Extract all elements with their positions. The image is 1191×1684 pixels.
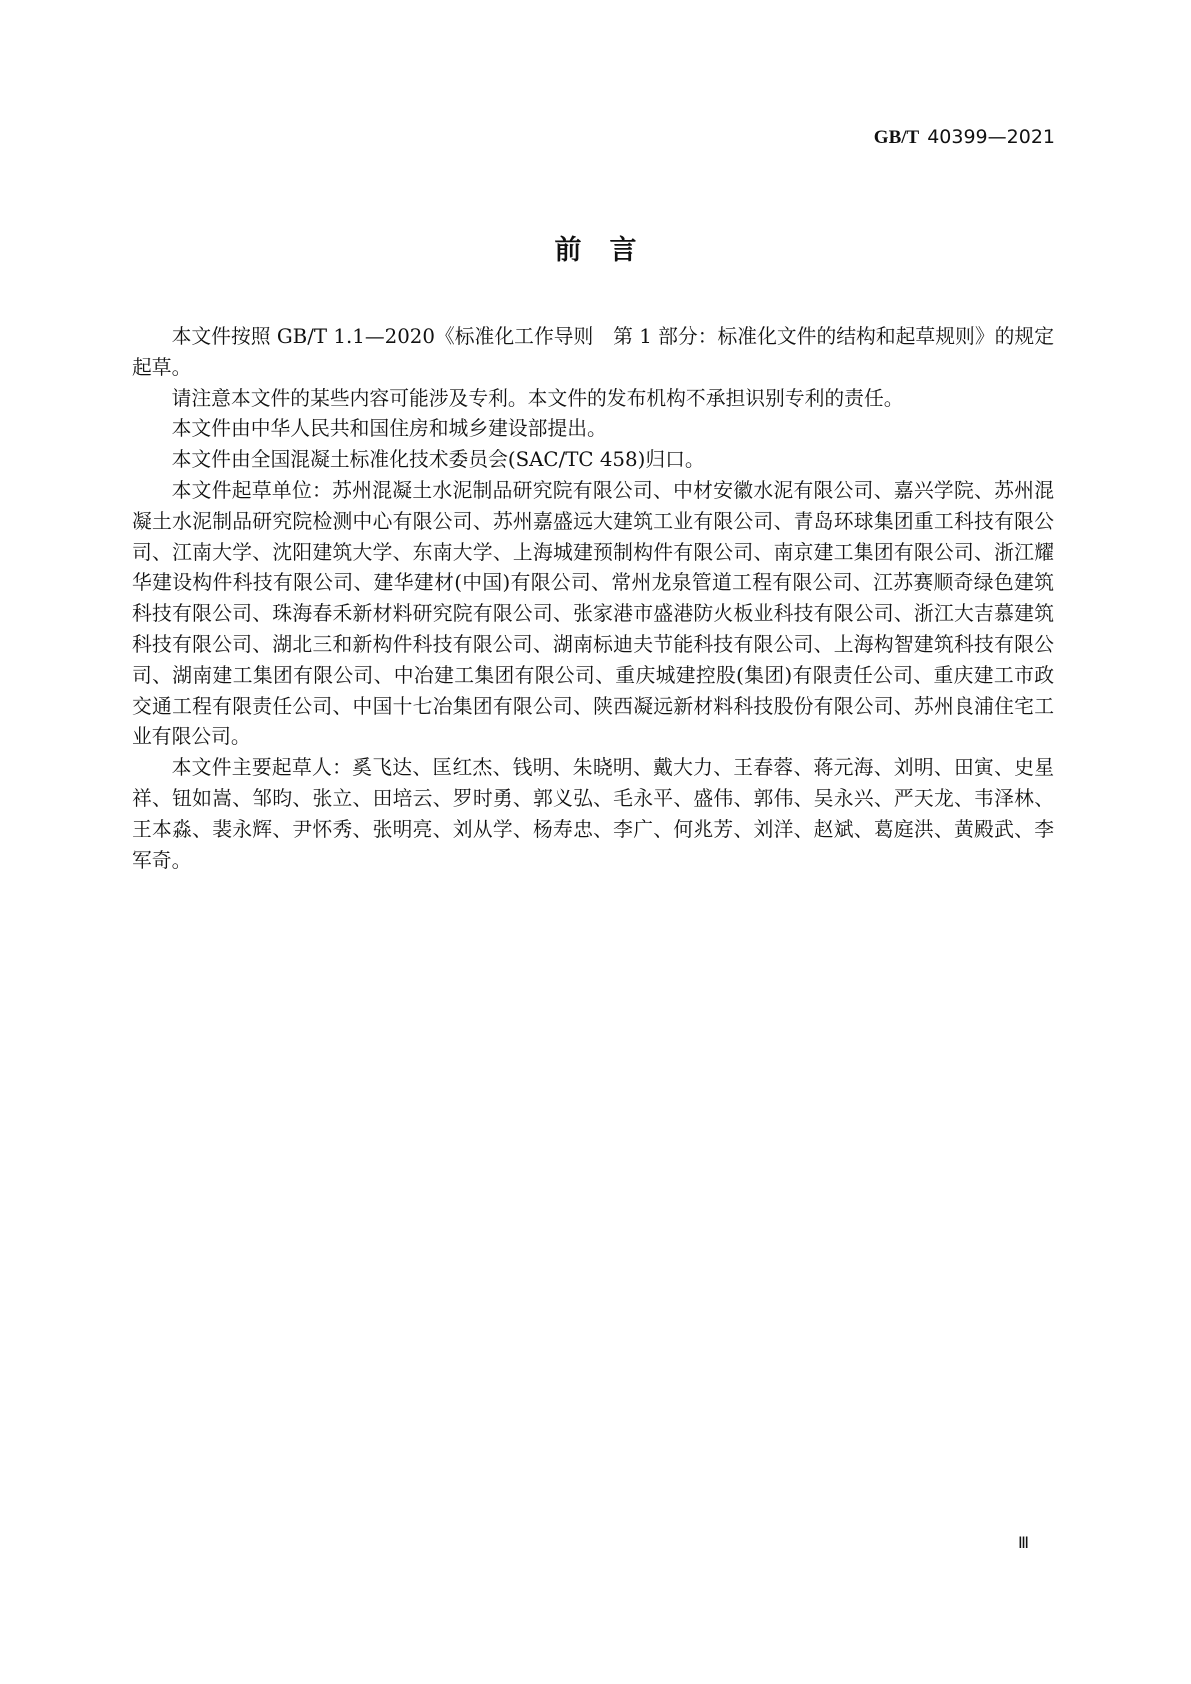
paragraph-drafting-organizations: 本文件起草单位：苏州混凝土水泥制品研究院有限公司、中材安徽水泥有限公司、嘉兴学院、苏州混凝土水泥制品研究院检测中心有限公司、苏州嘉盛远大建筑工业有限公司、青岛环球集团重工科技有限公司、江南大学、沈阳建筑大学、东南大学、上海城建预制构件有限公司、南京建工集团有限公司、浙江耀华建设构件科技有限公司、建华建材(中国)有限公司、常州龙泉管道工程有限公司、江苏赛顺奇绿色建筑科技有限公司、珠海春禾新材料研究院有限公司、张家港市盛港防火板业科技有限公司、浙江大吉慕建筑科技有限公司、湖北三和新构件科技有限公司、湖南标迪夫节能科技有限公司、上海构智建筑科技有限公司、湖南建工集团有限公司、中冶建工集团有限公司、重庆城建控股(集团)有限责任公司、重庆建工市政交通工程有限责任公司、中国十七冶集团有限公司、陕西凝远新材料科技股份有限公司、苏州良浦住宅工业有限公司。 xyxy=(132,478,1054,749)
standard-number: 40399—2021 xyxy=(927,126,1055,148)
paragraph-administered-by: 本文件由全国混凝土标准化技术委员会(SAC/TC 458)归口。 xyxy=(171,448,705,472)
page-title: 前言 xyxy=(554,235,665,266)
foreword-body xyxy=(132,322,1054,876)
paragraph-patent-notice: 请注意本文件的某些内容可能涉及专利。本文件的发布机构不承担识别专利的责任。 xyxy=(171,386,904,410)
page-number: Ⅲ xyxy=(1018,1535,1030,1552)
standard-prefix: GB/T xyxy=(873,127,920,148)
paragraph-drafting-rules: 本文件按照 GB/T 1.1—2020《标准化工作导则 第 1 部分：标准化文件的结构和起草规则》的规定起草。 xyxy=(132,325,1054,379)
standard-number-header xyxy=(874,126,1055,149)
paragraph-proposed-by: 本文件由中华人民共和国住房和城乡建设部提出。 xyxy=(171,417,607,441)
paragraph-drafters: 本文件主要起草人：奚飞达、匡红杰、钱明、朱晓明、戴大力、王春蓉、蒋元海、刘明、田寅、史星祥、钮如嵩、邹昀、张立、田培云、罗时勇、郭义弘、毛永平、盛伟、郭伟、吴永兴、严天龙、韦泽林、王本淼、裴永辉、尹怀秀、张明亮、刘从学、杨寿忠、李广、何兆芳、刘洋、赵斌、葛庭洪、黄殿武、李军奇。 xyxy=(132,756,1054,872)
